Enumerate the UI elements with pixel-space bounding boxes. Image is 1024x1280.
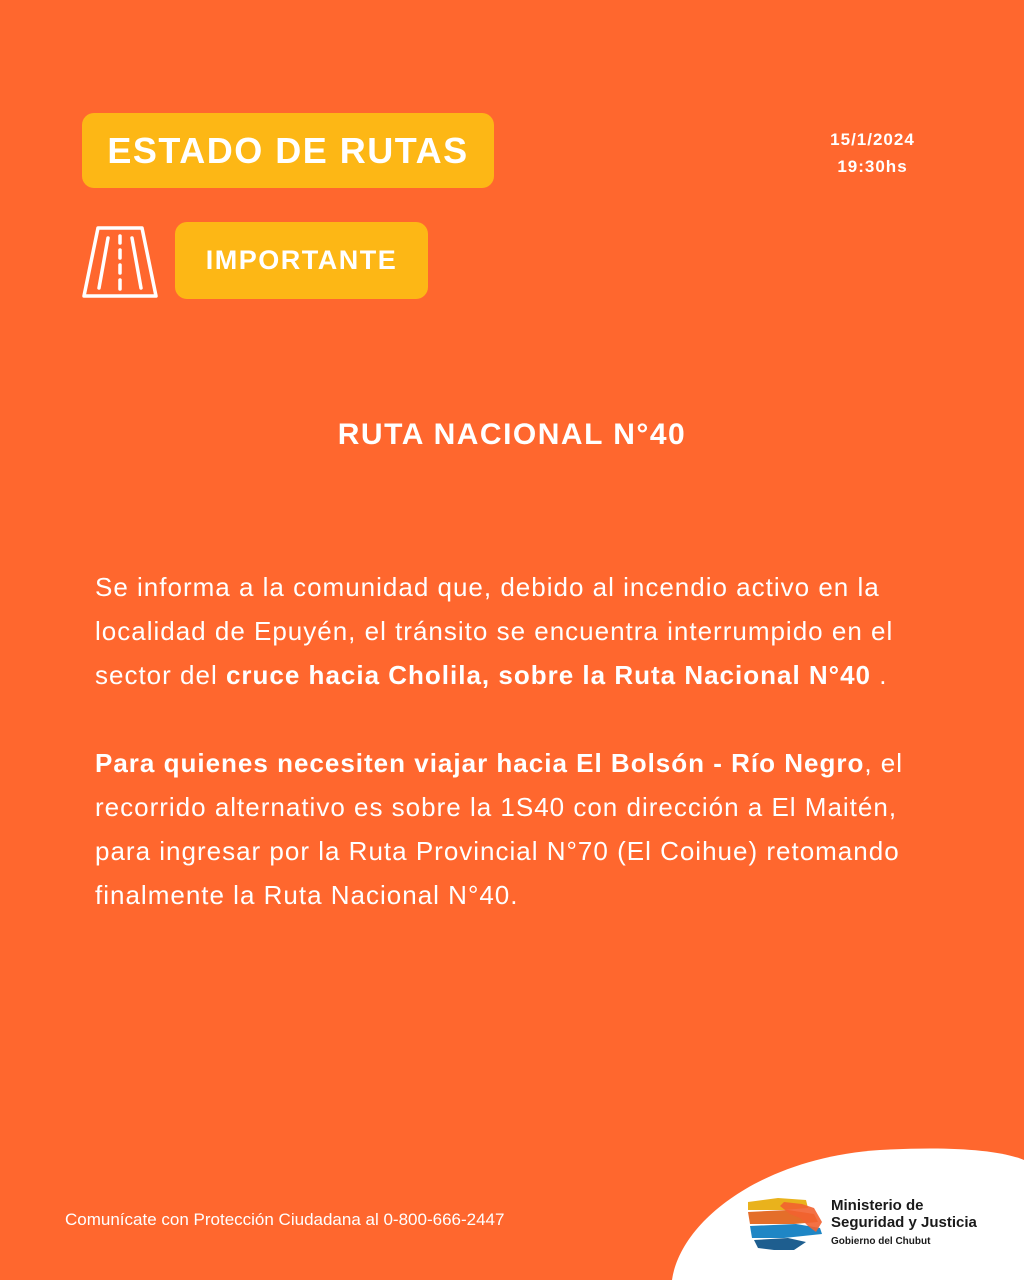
paragraph-1-end: . — [871, 660, 888, 690]
date-text: 15/1/2024 — [830, 130, 915, 149]
paragraph-1-bold: cruce hacia Cholila, sobre la Ruta Nacional N°40 — [225, 660, 872, 690]
route-title: RUTA NACIONAL N°40 — [337, 418, 687, 451]
page-title: ESTADO DE RUTAS — [107, 129, 469, 171]
paragraph-2-text: , el recorrido alternativo es sobre la 1S40 con dirección a El Maitén, para ingresar por la Ruta Provincial N°70 (El Coihue) retomando finalmente la Ruta Nacional N°40. — [95, 748, 904, 910]
chubut-logo-icon — [744, 1196, 828, 1252]
paragraph-2-bold: Para quienes necesiten viajar hacia El Bolsón - Río Negro — [95, 748, 865, 778]
logo-line-1: Ministerio de — [831, 1197, 924, 1214]
footer-contact: Comunícate con Protección Ciudadana al 0-800-666-2447 — [65, 1210, 505, 1229]
time-text: 19:30hs — [837, 157, 908, 176]
paragraph-1-text: Se informa a la comunidad que, debido al incendio activo en la localidad de Epuyén, el tránsito se encuentra interrumpido en el sector del — [95, 572, 894, 690]
logo-line-2: Seguridad y Justicia — [831, 1214, 977, 1231]
logo-text — [831, 1197, 977, 1250]
importante-label: IMPORTANTE — [205, 245, 398, 275]
logo-line-3: Gobierno del Chubut — [831, 1236, 931, 1247]
